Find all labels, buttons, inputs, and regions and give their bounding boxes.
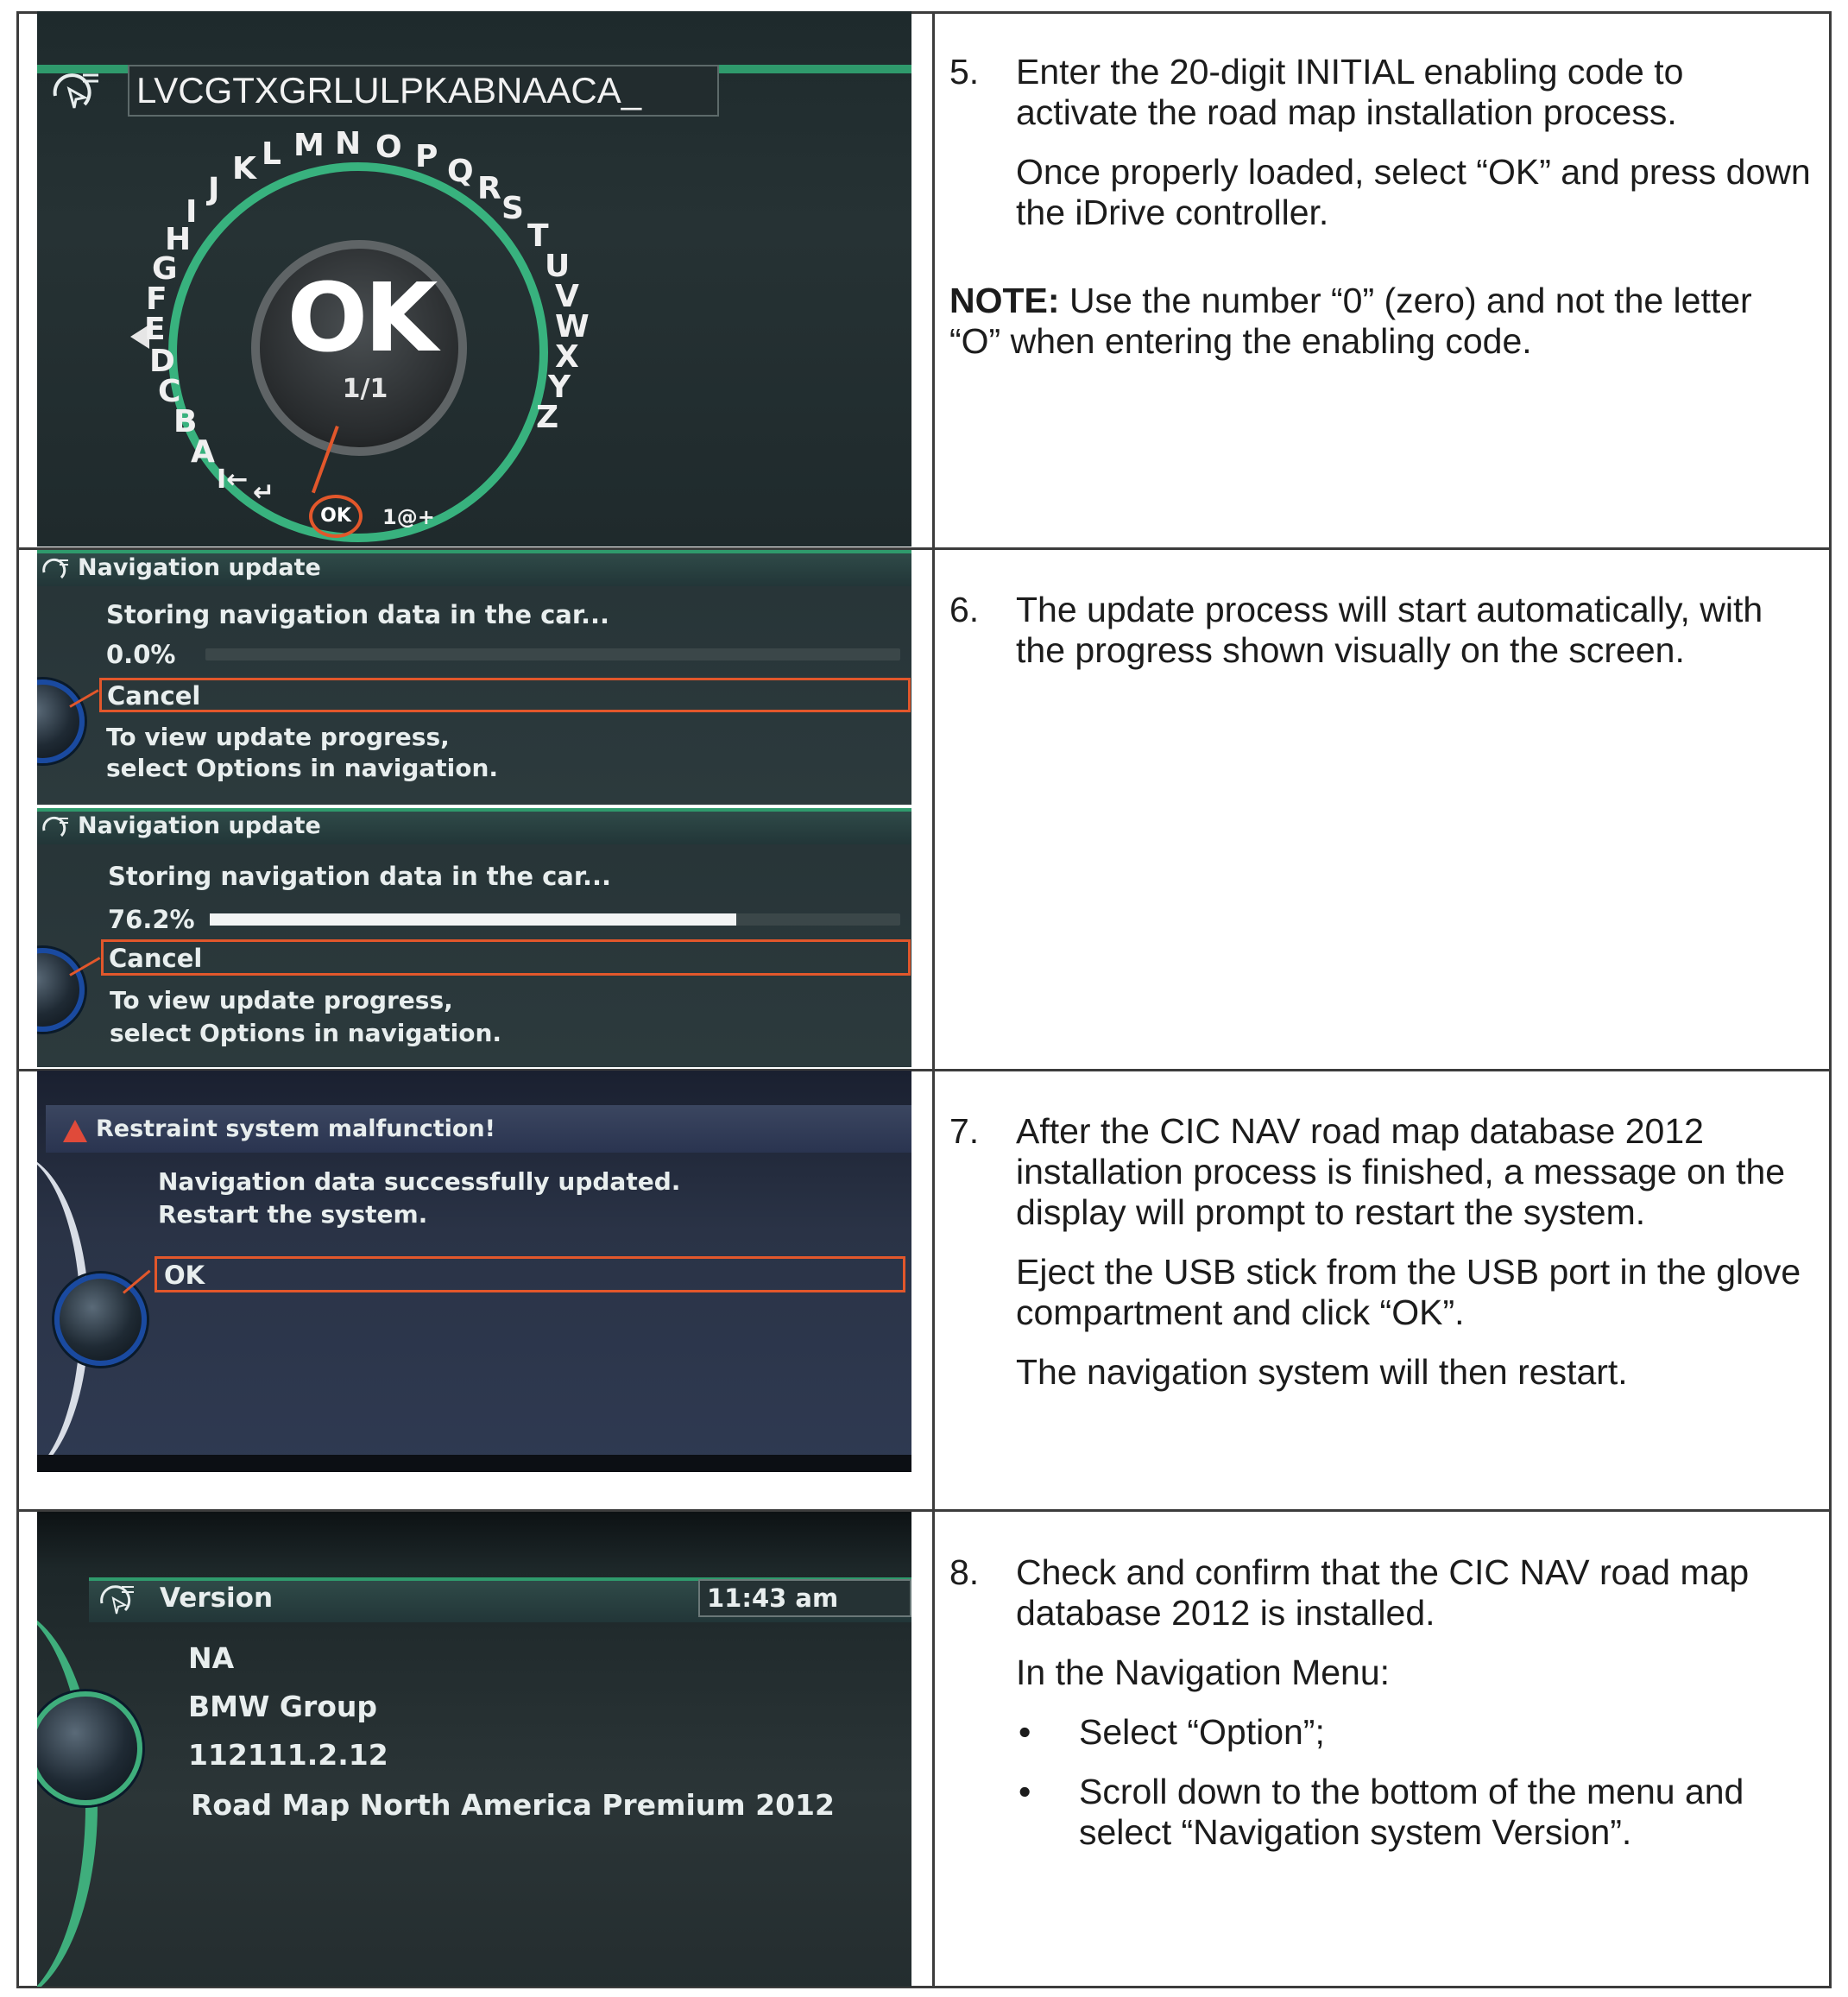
controller-knob — [37, 679, 85, 763]
hint-text: To view update progress, — [110, 986, 453, 1014]
screen-bezel — [37, 1455, 911, 1472]
speller-letter[interactable]: V — [555, 279, 579, 314]
controller-knob — [37, 1691, 142, 1805]
version-line: NA — [188, 1641, 235, 1675]
table-border-left — [16, 11, 19, 1988]
speller-letter[interactable]: C — [158, 374, 181, 409]
speller-letter[interactable]: O — [375, 130, 402, 165]
hint-text: To view update progress, — [106, 723, 450, 751]
bullet-text: Select “Option”; — [1079, 1712, 1325, 1752]
screen-title: Version — [160, 1583, 274, 1614]
step-8-main — [949, 1552, 1813, 1634]
backspace-key[interactable]: I← — [217, 464, 249, 495]
status-text: Storing navigation data in the car... — [106, 600, 610, 629]
speller-letter[interactable]: I — [186, 194, 198, 230]
warning-title: Restraint system malfunction! — [96, 1115, 495, 1142]
speller-letter[interactable]: E — [144, 312, 166, 347]
progress-percent: 0.0% — [106, 640, 176, 669]
step-number: 6. — [949, 590, 980, 629]
speller-letter[interactable]: D — [149, 344, 175, 379]
step-7-instructions — [949, 1111, 1813, 1412]
speller-letter[interactable]: W — [555, 309, 590, 344]
screenshot-update-progress — [37, 808, 911, 1067]
cancel-button[interactable] — [99, 678, 911, 712]
step-number: 7. — [949, 1111, 980, 1151]
ok-label: OK — [287, 262, 435, 373]
screen-title: Navigation update — [78, 554, 321, 581]
bullet-text: Scroll down to the bottom of the menu and select “Navigation system Version”. — [1079, 1772, 1744, 1852]
speller-letter[interactable]: N — [335, 126, 362, 161]
step-5-main — [949, 52, 1813, 133]
navigation-icon — [41, 815, 70, 841]
speller-letter[interactable]: G — [152, 251, 178, 287]
bullet-item — [949, 1712, 1813, 1753]
speller-letter[interactable]: Z — [536, 400, 559, 435]
numbers-key[interactable]: 1@+ — [382, 505, 435, 529]
clock — [698, 1579, 911, 1617]
speller-letter[interactable]: S — [501, 191, 524, 226]
step-8-instructions — [949, 1552, 1813, 1872]
controller-knob — [54, 1273, 147, 1366]
bullet-symbol: • — [1019, 1712, 1031, 1752]
hint-text: select Options in navigation. — [106, 754, 499, 782]
speller-letter[interactable]: Y — [548, 370, 571, 405]
step-8-detail: In the Navigation Menu: — [1016, 1653, 1391, 1692]
ok-small-button[interactable]: OK — [309, 495, 363, 538]
hint-text: select Options in navigation. — [110, 1019, 502, 1047]
screenshot-code-speller — [37, 11, 911, 547]
speller-letter[interactable]: R — [477, 171, 501, 206]
navigation-icon — [98, 1583, 136, 1617]
step-5-instructions — [949, 52, 1813, 381]
version-line: BMW Group — [188, 1690, 378, 1723]
speller-letter[interactable]: A — [191, 434, 215, 470]
step-number: 8. — [949, 1552, 980, 1592]
step-5-detail: Once properly loaded, select “OK” and press down the iDrive controller. — [1016, 152, 1811, 232]
warning-icon — [63, 1120, 87, 1142]
step-6-main — [949, 590, 1813, 671]
step-text: After the CIC NAV road map database 2012 installation process is finished, a message on the display will prompt to restart the system. — [1016, 1111, 1786, 1232]
table-border-right — [1829, 11, 1832, 1988]
speller-letter[interactable]: P — [415, 139, 438, 174]
ok-button[interactable] — [155, 1256, 905, 1292]
cancel-label: Cancel — [109, 944, 203, 973]
progress-bar — [210, 913, 900, 926]
code-input[interactable] — [128, 65, 719, 117]
speller-letter[interactable]: M — [293, 128, 325, 163]
progress-fill — [210, 913, 736, 926]
step-7-detail: The navigation system will then restart. — [1016, 1352, 1628, 1392]
note-text: Use the number “0” (zero) and not the letter “O” when entering the enabling code. — [949, 281, 1752, 361]
screenshot-version — [37, 1512, 911, 1987]
step-7-main — [949, 1111, 1813, 1233]
message-line: Restart the system. — [158, 1200, 428, 1229]
speller-letter[interactable]: T — [527, 218, 549, 254]
table-column-divider — [932, 11, 935, 1988]
navigation-icon — [50, 70, 102, 113]
progress-bar — [205, 648, 900, 660]
screenshot-update-complete — [37, 1071, 911, 1472]
page-indicator: 1/1 — [342, 374, 388, 404]
step-text: The update process will start automatically, with the progress shown visually on the screen. — [1016, 590, 1763, 670]
version-line: 112111.2.12 — [188, 1738, 388, 1772]
step-number: 5. — [949, 52, 980, 92]
speller-letter[interactable]: J — [208, 172, 220, 207]
enter-key[interactable]: ↵ — [253, 477, 275, 508]
cancel-button[interactable] — [101, 939, 911, 976]
screenshot-update-start — [37, 550, 911, 805]
speller-letter[interactable]: Q — [447, 154, 474, 189]
controller-knob — [37, 948, 85, 1032]
speller-letter[interactable]: X — [555, 339, 579, 375]
bullet-item — [949, 1772, 1813, 1853]
step-5-note — [949, 281, 1813, 362]
status-text: Storing navigation data in the car... — [108, 862, 612, 891]
progress-percent: 76.2% — [108, 905, 195, 934]
speller-letter[interactable]: F — [146, 281, 167, 317]
speller-letter[interactable]: B — [173, 404, 198, 439]
step-6-instructions — [949, 590, 1813, 690]
speller-letter[interactable]: K — [232, 151, 256, 186]
code-input-value: LVCGTXGRLULPKABNAACA_ — [136, 70, 642, 111]
navigation-icon — [41, 557, 70, 583]
ok-label: OK — [164, 1261, 205, 1290]
speller-letter[interactable]: U — [545, 249, 571, 284]
speller-letter[interactable]: L — [262, 136, 281, 172]
bullet-symbol: • — [1019, 1772, 1031, 1811]
screen-title: Navigation update — [78, 812, 321, 839]
step-text: Check and confirm that the CIC NAV road map database 2012 is installed. — [1016, 1552, 1750, 1633]
message-line: Navigation data successfully updated. — [158, 1167, 681, 1196]
step-7-detail: Eject the USB stick from the USB port in the glove compartment and click “OK”. — [1016, 1252, 1801, 1332]
version-line: Road Map North America Premium 2012 — [191, 1788, 835, 1822]
note-label: NOTE: — [949, 281, 1060, 320]
step-text: Enter the 20-digit INITIAL enabling code to activate the road map installation process. — [1016, 52, 1684, 132]
cancel-label: Cancel — [107, 681, 201, 711]
clock-time: 11:43 am — [707, 1583, 839, 1613]
speller-letter[interactable]: H — [165, 222, 192, 257]
